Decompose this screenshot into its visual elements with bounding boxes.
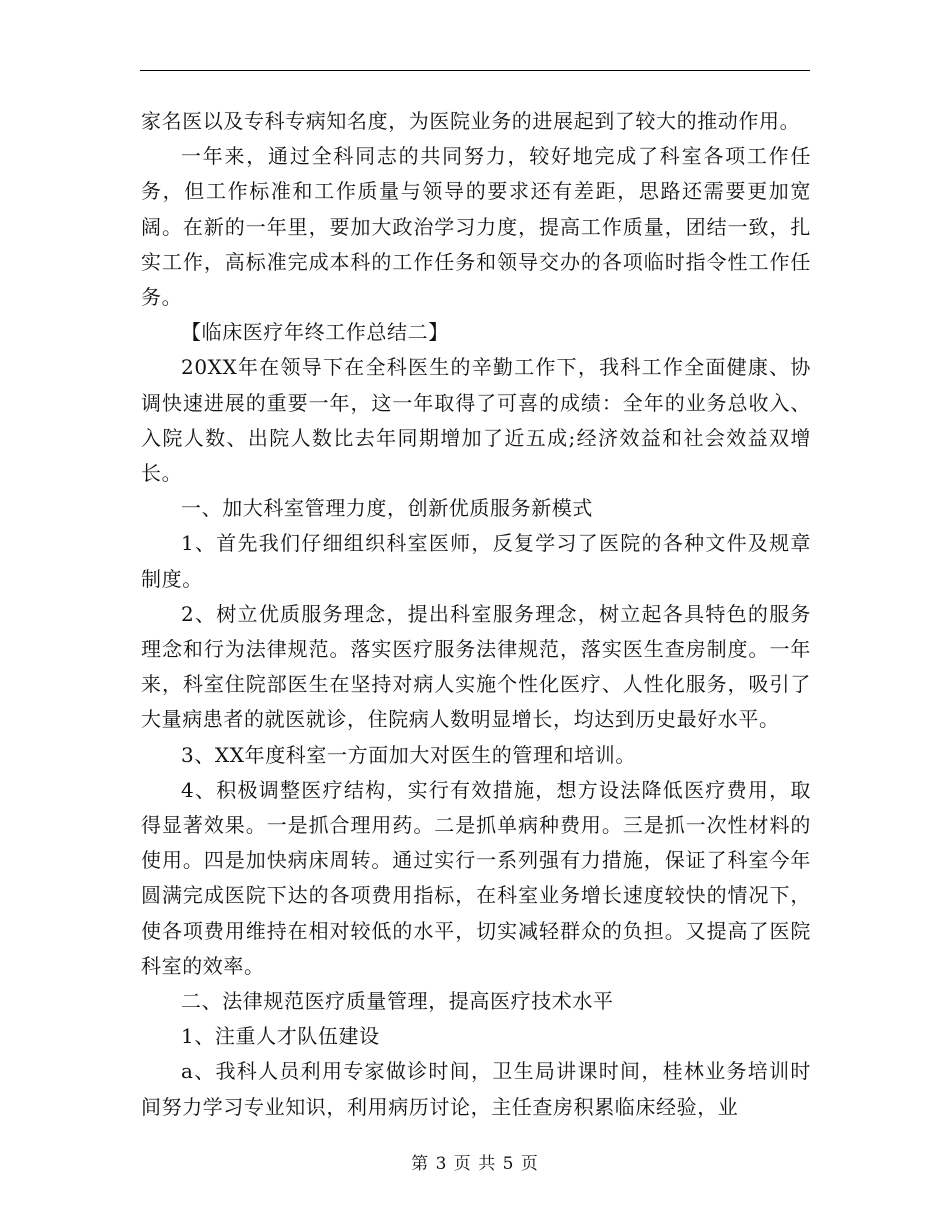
list-item: a、我科人员利用专家做诊时间，卫生局讲课时间，桂林业务培训时间努力学习专业知识，利用病历讨论，主任查房积累临床经验，业 [141,1059,811,1119]
header-rule [140,70,810,71]
subheading-quality: 二、法律规范医疗质量管理，提高医疗技术水平 [181,989,614,1014]
subheading-management: 一、加大科室管理力度，创新优质服务新模式 [181,496,593,521]
page-number: 第 3 页 共 5 页 [411,1154,539,1174]
list-item: 2、树立优质服务理念，提出科室服务理念，树立起各具特色的服务理念和行为法律规范。落实医疗服务法律规范，落实医生查房制度。一年来，科室住院部医生在坚持对病人实施个性化医疗、人性化服务，吸引了大量病患者的就医就诊，住院病人数明显增长，均达到历史最好水平。 [141,601,811,732]
document-body [141,104,811,1125]
list-item: 1、首先我们仔细组织科室医师，反复学习了医院的各种文件及规章制度。 [141,531,811,591]
paragraph-intro: 20XX年在领导下在全科医生的辛勤工作下，我科工作全面健康、协调快速进展的重要一年，这一年取得了可喜的成绩：全年的业务总收入、入院人数、出院人数比去年同期增加了近五成;经济效益和社会效益双增长。 [141,355,811,486]
list-item: 4、积极调整医疗结构，实行有效措施，想方设法降低医疗费用，取得显著效果。一是抓合理用药。二是抓单病种费用。三是抓一次性材料的使用。四是加快病床周转。通过实行一系列强有力措施，保证了科室今年圆满完成医院下达的各项费用指标，在科室业务增长速度较快的情况下，使各项费用维持在相对较低的水平，切实减轻群众的负担。又提高了医院科室的效率。 [141,777,811,978]
paragraph-continuation: 家名医以及专科专病知名度，为医院业务的进展起到了较大的推动作用。 [141,109,801,133]
section-heading: 【临床医疗年终工作总结二】 [181,320,449,345]
list-item: 1、注重人才队伍建设 [181,1024,380,1049]
paragraph-summary: 一年来，通过全科同志的共同努力，较好地完成了科室各项工作任务，但工作标准和工作质量与领导的要求还有差距，思路还需要更加宽阔。在新的一年里，要加大政治学习力度，提高工作质量，团结一致，扎实工作，高标准完成本科的工作任务和领导交办的各项临时指令性工作任务。 [141,144,811,310]
list-item: 3、XX年度科室一方面加大对医生的管理和培训。 [181,742,637,767]
